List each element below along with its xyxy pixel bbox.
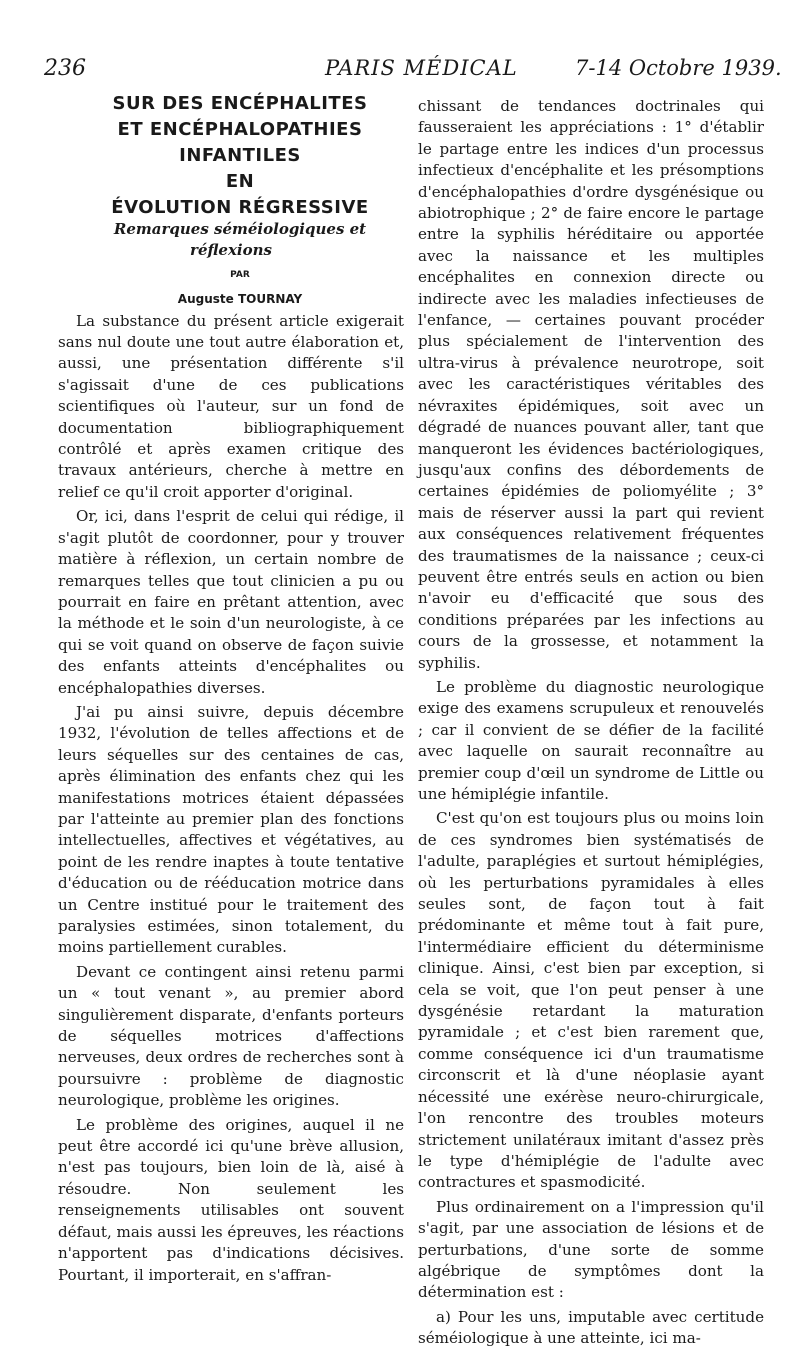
paragraph: Or, ici, dans l'esprit de celui qui rédige, il s'agit plutôt de coordonner, pour y trouver matière à réflexion, un certain nombre de remarques telles que tout clinicien a pu ou pourrait en faire en prêtant attention, avec la méthode et le soin d'un neurologiste, à ce qui se voit quand on observe de façon suivie des enfants atteints d'encéphalites ou encéphalopathies diverses. [58,507,404,697]
paragraph: C'est qu'on est toujours plus ou moins loin de ces syndromes bien systématisés de l'adulte, paraplégies et surtout hémiplégies, où les perturbations pyramidales à elles seules sont, de façon tout à fait prédominante et même tout à fait pure, l'intermédiaire efficient du déterminisme clinique. Ainsi, c'est bien par exception, si cela se voit, que l'on peut penser à une dysgénésie retardant la maturation pyramidale ; et c'est bien rarement que, comme conséquence ici d'un traumatisme circonscrit et là d'une néoplasie ayant nécessité une exérèse neuro-chirurgicale, l'on rencontre des troubles moteurs strictement unilatéraux imitant d'assez près le type d'hémiplégie de l'adulte avec contractures et spasmodicité. [418,809,764,1192]
title-line: EN [225,171,255,192]
article-title [58,92,404,219]
paragraph: Le problème du diagnostic neurologique exige des examens scrupuleux et renouvelés ; car il convient de se défier de la facilité avec laquelle on saurait reconnaître au premier coup d'œil un syndrome de Little ou une hémiplégie infantile. [418,677,764,803]
paragraph: Devant ce contingent ainsi retenu parmi un « tout venant », au premier abord singulièrement disparate, d'enfants porteurs de séquelles motrices d'affections nerveuses, deux ordres de recherches sont à poursuivre : problème de diagnostic neurologique, problème les origines. [58,962,404,1110]
paragraph: Plus ordinairement on a l'impression qu'il s'agit, par une association de lésions et de perturbations, d'une sorte de somme algébrique de symptômes dont la détermination est : [418,1197,764,1302]
left-column [58,92,404,1286]
paragraph: a) Pour les uns, imputable avec certitude séméiologique à une atteinte, ici ma- [418,1307,764,1348]
author-name: Auguste TOURNAY [177,292,303,307]
page-number: 236 [44,56,86,81]
paragraph-continued: chissant de tendances doctrinales qui fausseraient les appréciations : 1° d'établir le partage entre les indices d'un processus infectieux d'encéphalite et les présomptions d'encéphalopathies d'ordre dysgénésique ou abiotrophique ; 2° de faire encore le partage entre la syphilis héréditaire ou apportée avec la naissance et les multiples encéphalites en connexion directe ou indirecte avec les maladies infectieuses de l'enfance, — certaines pouvant procéder plus spécialement de l'intervention des ultra-virus à prévalence neurotrope, soit avec les caractéristiques véritables des névraxites épidémiques, soit avec un dégradé de nuances pouvant aller, tant que manqueront les évidences bactériologiques, jusqu'aux confins des débordements de certaines épidémies de poliomyélite ; 3° mais de réserver aussi la part qui revient aux conséquences relativement fréquentes des traumatismes de la naissance ; ceux-ci peuvent être entrés seuls en action ou bien n'avoir eu d'efficacité que sous des conditions préparées par les infections au cours de la grossesse, et notamment la syphilis. [418,97,764,672]
paragraph: Le problème des origines, auquel il ne peut être accordé ici qu'une brève allusion, n'est pas toujours, bien loin de là, aisé à résoudre. Non seulement les renseignements utilisables ont souvent défaut, mais aussi les épreuves, les réactions n'apportent pas d'indications décisives. Pourtant, il importerait, en s'affran- [58,1115,404,1284]
paragraph: J'ai pu ainsi suivre, depuis décembre 1932, l'évolution de telles affections et de leurs séquelles sur des centaines de cas, après élimination des enfants chez qui les manifestations motrices étaient dépassées par l'atteinte au premier plan des fonctions intellectuelles, affectives et végétatives, au point de les rendre inaptes à toute tentative d'éducation ou de rééducation motrice dans un Centre institué pour le traitement des paralysies estimées, sinon totalement, du moins partiellement curables. [58,702,404,957]
paragraph: La substance du présent article exigerait sans nul doute une tout autre élaboration et, aussi, une présentation différente s'il s'agissait d'une de ces publications scientifiques où l'auteur, sur un fond de documentation bibliographiquement contrôlé et après examen critique des travaux antérieurs, cherche à mettre en relief ce qu'il croit apporter d'original. [58,311,404,501]
byline-par: PAR [230,269,250,280]
journal-title: PARIS MÉDICAL [325,56,518,80]
title-line: ET ENCÉPHALOPATHIES [117,119,363,140]
title-line: ÉVOLUTION RÉGRESSIVE [111,197,369,218]
left-body [58,311,404,1286]
title-line: INFANTILES [179,145,301,166]
article-subtitle: Remarques séméiologiques et réflexions [113,220,367,260]
right-column [418,96,764,1350]
title-line: SUR DES ENCÉPHALITES [112,93,368,114]
page-header [0,56,800,90]
issue-date: 7-14 Octobre 1939. [575,56,782,80]
